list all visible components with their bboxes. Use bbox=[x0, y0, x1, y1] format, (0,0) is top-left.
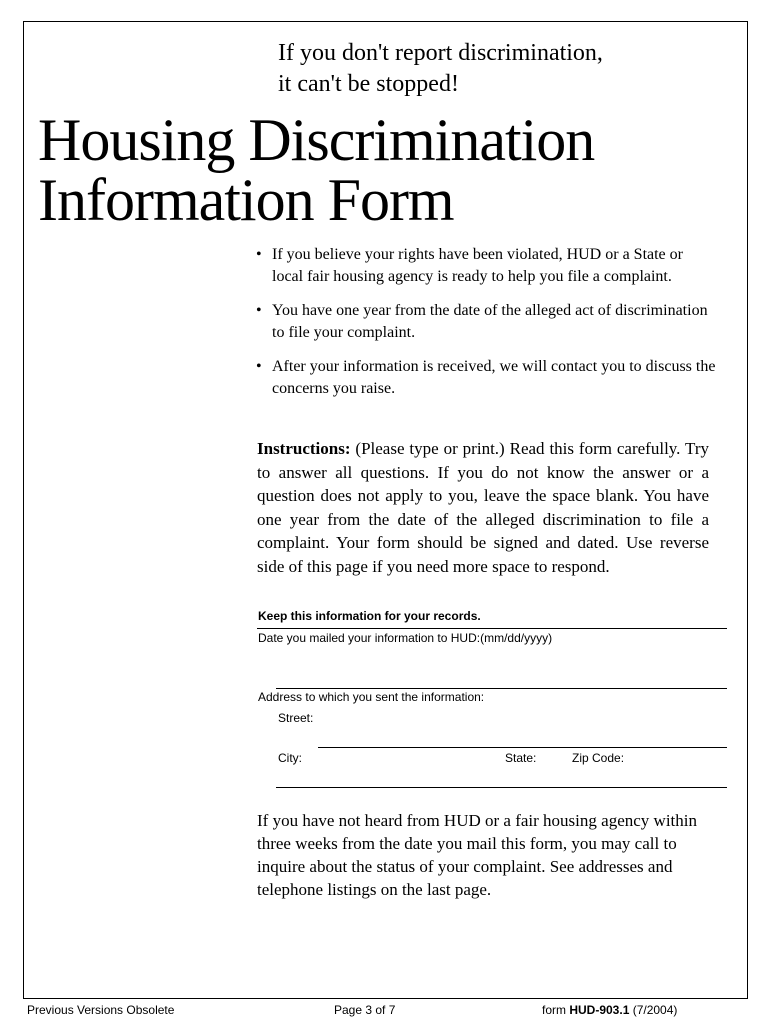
state-label: State: bbox=[505, 751, 537, 765]
date-mailed-label: Date you mailed your information to HUD:(mm/dd/yyyy) bbox=[258, 631, 553, 645]
bullet-text: You have one year from the date of the alleged act of discrimination to file your complaint. bbox=[272, 302, 708, 341]
bullet-text: After your information is received, we will contact you to discuss the concerns you raise. bbox=[272, 358, 716, 397]
tagline bbox=[278, 38, 718, 100]
bullet-item bbox=[256, 244, 716, 288]
records-heading: Keep this information for your records. bbox=[258, 609, 481, 623]
footer-form-prefix: form bbox=[542, 1003, 570, 1017]
page-title bbox=[38, 107, 738, 233]
address-label: Address to which you sent the information: bbox=[258, 690, 485, 704]
records-divider bbox=[257, 628, 727, 629]
bullet-text: If you believe your rights have been violated, HUD or a State or local fair housing agency is ready to help you file a complaint. bbox=[272, 246, 683, 285]
street-label: Street: bbox=[278, 711, 314, 725]
footer-form-number: HUD-903.1 bbox=[569, 1003, 630, 1017]
city-label: City: bbox=[278, 751, 302, 765]
street-field[interactable] bbox=[318, 747, 727, 748]
footer-form-id bbox=[542, 1003, 677, 1017]
bullet-dot-icon: • bbox=[256, 302, 262, 319]
footer-obsolete-notice: Previous Versions Obsolete bbox=[27, 1003, 175, 1017]
instructions-label: Instructions: bbox=[257, 439, 351, 458]
title-line-2: Information Form bbox=[38, 167, 454, 233]
footer-form-date: (7/2004) bbox=[629, 1003, 678, 1017]
tagline-line-1: If you don't report discrimination, bbox=[278, 40, 603, 66]
instructions-text: (Please type or print.) Read this form carefully. Try to answer all questions. If you do not know the answer or a question does not apply to you, leave the space blank. You have one year from the date of the alleged discrimination to file a complaint. Your form should be signed and dated. Use reverse side of this page if you need more space to respond. bbox=[257, 439, 709, 576]
info-bullet-list bbox=[256, 244, 716, 412]
city-state-zip-field[interactable] bbox=[276, 787, 727, 788]
title-line-1: Housing Discrimination bbox=[38, 107, 595, 173]
zip-code-label: Zip Code: bbox=[572, 751, 625, 765]
footer-page-number: Page 3 of 7 bbox=[334, 1003, 396, 1017]
tagline-line-2: it can't be stopped! bbox=[278, 71, 459, 97]
bullet-dot-icon: • bbox=[256, 358, 262, 375]
instructions-paragraph bbox=[257, 437, 709, 578]
bullet-dot-icon: • bbox=[256, 246, 262, 263]
date-mailed-field[interactable] bbox=[276, 688, 727, 689]
bullet-item bbox=[256, 356, 716, 400]
bullet-item bbox=[256, 300, 716, 344]
closing-paragraph: If you have not heard from HUD or a fair housing agency within three weeks from the date you mail this form, you may call to inquire about the status of your complaint. See addresses and telephone listings on the last page. bbox=[257, 811, 697, 899]
